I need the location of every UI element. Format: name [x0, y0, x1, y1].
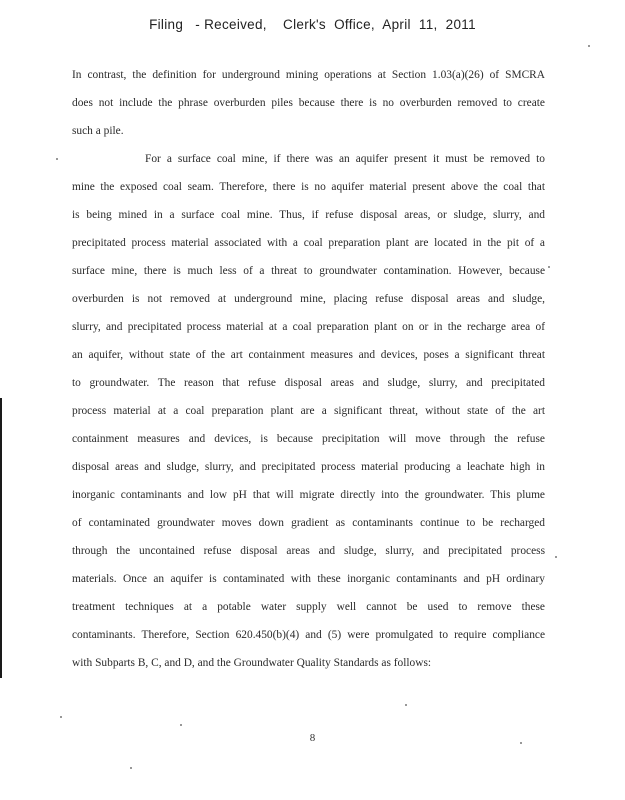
text-line: with Subparts B, C, and D, and the Groundwater Quality Standards as follows:	[72, 657, 432, 669]
text-line: overburden is not removed at underground mine, placing refuse disposal areas and sludge,	[72, 293, 545, 305]
text-line: mine the exposed coal seam. Therefore, there is no aquifer material present above the coal that	[72, 181, 545, 193]
scan-speck	[56, 158, 58, 160]
text-line: process material at a coal preparation plant are a significant threat, without state of the art	[72, 405, 545, 417]
text-line: to groundwater. The reason that refuse disposal areas and sludge, slurry, and precipitated	[72, 377, 545, 389]
text-line: containment measures and devices, is because precipitation will move through the refuse	[72, 433, 545, 445]
text-line: disposal areas and sludge, slurry, and precipitated process material producing a leachate high in	[72, 461, 545, 473]
text-line: does not include the phrase overburden piles because there is no overburden removed to create	[72, 97, 545, 109]
text-line: precipitated process material associated with a coal preparation plant are located in the pit of a	[72, 237, 545, 249]
text-line: treatment techniques at a potable water supply well cannot be used to remove these	[72, 601, 545, 613]
scan-speck	[60, 716, 62, 718]
text-line: materials. Once an aquifer is contaminated with these inorganic contaminants and pH ordinary	[72, 573, 545, 585]
filing-header: Filing - Received, Clerk's Office, April 11, 2011	[149, 17, 476, 32]
scan-speck	[130, 767, 132, 769]
text-line: contaminants. Therefore, Section 620.450(b)(4) and (5) were promulgated to require compliance	[72, 629, 545, 641]
scan-edge-mark	[0, 398, 2, 678]
text-line: inorganic contaminants and low pH that will migrate directly into the groundwater. This plume	[72, 489, 545, 501]
text-line: of contaminated groundwater moves down gradient as contaminants continue to be recharged	[72, 517, 545, 529]
text-line: slurry, and precipitated process material at a coal preparation plant on or in the recharge area of	[72, 321, 545, 333]
text-line: In contrast, the definition for underground mining operations at Section 1.03(a)(26) of SMCRA	[72, 69, 545, 81]
text-line: an aquifer, without state of the art containment measures and devices, poses a significant threat	[72, 349, 545, 361]
scan-speck	[520, 742, 522, 744]
text-line: such a pile.	[72, 125, 124, 137]
scan-speck	[405, 704, 407, 706]
text-line: through the uncontained refuse disposal areas and sludge, slurry, and precipitated process	[72, 545, 545, 557]
scan-speck	[555, 556, 557, 558]
scan-speck	[548, 266, 550, 268]
text-line: is being mined in a surface coal mine. Thus, if refuse disposal areas, or sludge, slurry, and	[72, 209, 545, 221]
scan-speck	[588, 45, 590, 47]
scan-speck	[180, 724, 182, 726]
text-line: For a surface coal mine, if there was an aquifer present it must be removed to	[145, 153, 545, 165]
text-line: surface mine, there is much less of a threat to groundwater contamination. However, because	[72, 265, 545, 277]
page-number: 8	[309, 732, 316, 744]
